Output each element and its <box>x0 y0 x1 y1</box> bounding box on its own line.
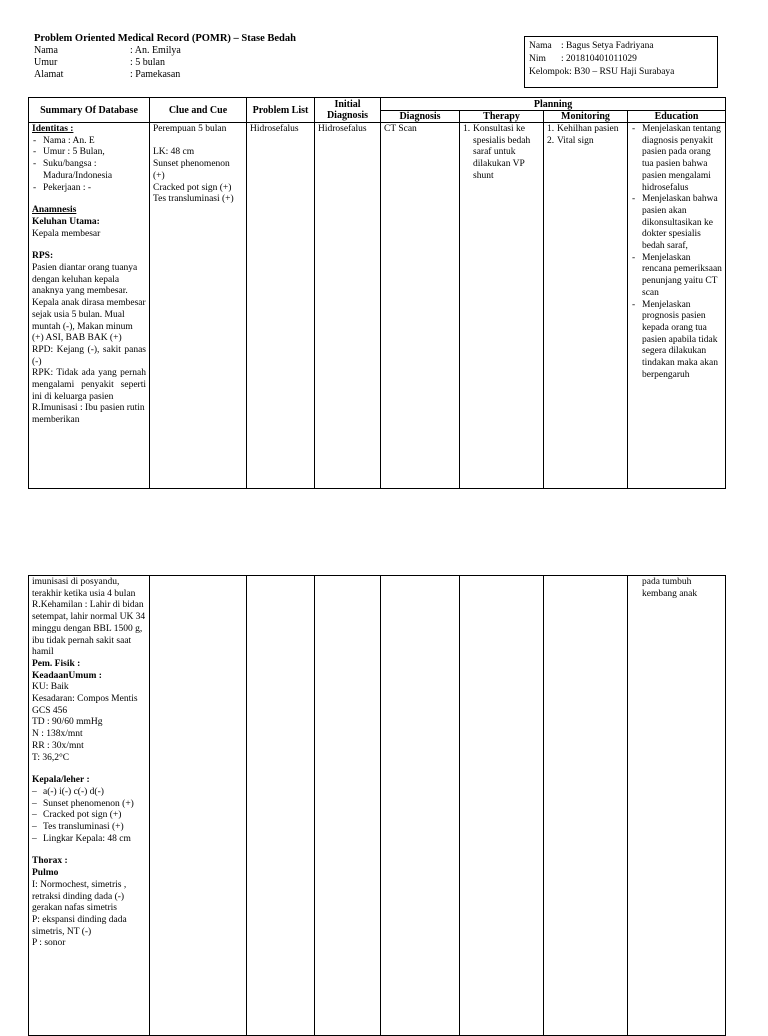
keluhan-title: Keluhan Utama: <box>32 216 100 227</box>
education-item: - Menjelaskan tentang diagnosis penyakit pasien pada orang tua pasien bahwa pasien mengalami hidrosefalus <box>631 124 722 194</box>
summary-cell-continued <box>29 576 150 1036</box>
identitas-item: - Umur : 5 Bulan, <box>32 147 146 159</box>
patient-name-label: Nama <box>34 45 58 56</box>
therapy-cell-continued <box>460 576 544 1036</box>
patient-info <box>34 45 181 81</box>
document-title: Problem Oriented Medical Record (POMR) – Stase Bedah <box>34 33 296 44</box>
kepala-leher-list <box>32 787 146 846</box>
student-name-row <box>529 40 713 53</box>
student-info-box <box>524 36 718 88</box>
header-monitoring: Monitoring <box>544 111 628 123</box>
problem-list-cell-continued <box>247 576 315 1036</box>
pomr-table-page-2 <box>28 575 726 1036</box>
kepala-leher-title: Kepala/leher : <box>32 775 90 786</box>
therapy-item-text: Konsultasi ke spesialis bedah saraf untuk dilakukan VP shunt <box>473 124 531 181</box>
student-name-label: Nama <box>529 41 552 51</box>
summary-cell <box>29 123 150 489</box>
identitas-item: - Suku/bangsa : Madura/Indonesia <box>32 159 146 182</box>
monitoring-item-text: Vital sign <box>557 135 594 146</box>
keluhan-text: Kepala membesar <box>32 228 101 239</box>
kepala-item: – Tes transluminasi (+) <box>32 822 146 834</box>
patient-address-row <box>34 69 181 81</box>
education-cell-continued: pada tumbuh kembang anak <box>628 576 726 1036</box>
header-education: Education <box>628 111 726 123</box>
therapy-item-number: 1. <box>463 124 471 134</box>
education-list <box>631 124 722 381</box>
pulmo-title: Pulmo <box>32 868 59 879</box>
rpd-text: RPD: Kejang (-), sakit panas (-) <box>32 344 146 367</box>
student-name-value: : Bagus Setya Fadriyana <box>561 41 654 51</box>
clue-cell: Perempuan 5 bulan LK: 48 cm Sunset phenomenon (+) Cracked pot sign (+) Tes transluminasi (+) <box>150 123 247 489</box>
identitas-item: - Nama : An. E <box>32 136 146 148</box>
kepala-item: – Lingkar Kepala: 48 cm <box>32 834 146 846</box>
identitas-list <box>32 136 146 195</box>
imunisasi-text: imunisasi di posyandu, terakhir ketika usia 4 bulan <box>32 577 136 599</box>
monitoring-item-number: 2. <box>547 135 555 146</box>
diagnosis-cell-continued <box>381 576 460 1036</box>
thorax-title: Thorax : <box>32 856 68 867</box>
header-diagnosis: Diagnosis <box>381 111 460 123</box>
monitoring-item-number: 1. <box>547 124 555 134</box>
student-group-label: Kelompok <box>529 67 570 77</box>
student-group-value: : B30 – RSU Haji Surabaya <box>569 67 675 77</box>
initial-diagnosis-cell: Hidrosefalus <box>315 123 381 489</box>
diagnosis-cell: CT Scan <box>381 123 460 489</box>
clue-cell-continued <box>150 576 247 1036</box>
header-therapy: Therapy <box>460 111 544 123</box>
therapy-list <box>463 124 540 183</box>
header-summary: Summary Of Database <box>29 98 150 123</box>
patient-age-value: : 5 bulan <box>130 57 165 68</box>
education-item: - Menjelaskan rencana pemeriksaan penunjang yaitu CT scan <box>631 253 722 300</box>
identitas-title: Identitas : <box>32 124 74 134</box>
header-problem-list: Problem List <box>247 98 315 123</box>
education-item: - Menjelaskan bahwa pasien akan dikonsultasikan ke dokter spesialis bedah saraf, <box>631 194 722 253</box>
initial-diagnosis-cell-continued <box>315 576 381 1036</box>
monitoring-cell <box>544 123 628 489</box>
anamnesis-title: Anamnesis <box>32 205 77 216</box>
student-nim-row <box>529 53 713 66</box>
education-item: - Menjelaskan prognosis pasien kepada orang tua pasien apabila tidak segera dilakukan tindakan maka akan berpengaruh <box>631 300 722 382</box>
pomr-table-page-1 <box>28 97 726 489</box>
education-cell <box>628 123 726 489</box>
patient-age-row <box>34 57 181 69</box>
monitoring-item <box>547 124 624 136</box>
student-nim-value: : 201810401011029 <box>561 54 637 64</box>
monitoring-list <box>547 124 624 147</box>
kepala-item: – Cracked pot sign (+) <box>32 810 146 822</box>
patient-age-label: Umur <box>34 57 58 68</box>
patient-name-value: : An. Emilya <box>130 45 181 56</box>
header-planning: Planning <box>381 98 726 111</box>
kehamilan-text: R.Kehamilan : Lahir di bidan setempat, lahir normal UK 34 minggu dengan BBL 1500 g, ibu tidak pernah sakit saat hamil <box>32 600 146 658</box>
student-nim-label: Nim <box>529 54 546 64</box>
pemfisik-title: Pem. Fisik : <box>32 658 81 669</box>
pulmo-text: I: Normochest, simetris , retraksi dinding dada (-) gerakan nafas simetris P: ekspansi dinding dada simetris, NT (-) P : sonor <box>32 879 127 949</box>
monitoring-item <box>547 136 624 148</box>
kepala-item: – Sunset phenomenon (+) <box>32 799 146 811</box>
monitoring-cell-continued <box>544 576 628 1036</box>
rps-text: Pasien diantar orang tuanya dengan keluhan kepala anaknya yang membesar. Kepala anak dirasa membesar sejak usia 5 bulan. Mual muntah (-), Makan minum (+) ASI, BAB BAK (+) <box>32 263 146 344</box>
keadaan-umum-title: KeadaanUmum : <box>32 670 102 681</box>
rpk-text: RPK: Tidak ada yang pernah mengalami penyakit seperti ini di keluarga pasien <box>32 368 146 402</box>
student-group-row <box>529 66 713 79</box>
patient-address-value: : Pamekasan <box>130 69 181 80</box>
header-clue: Clue and Cue <box>150 98 247 123</box>
patient-name-row <box>34 45 181 57</box>
patient-address-label: Alamat <box>34 69 64 80</box>
monitoring-item-text: Kehilhan pasien <box>557 124 619 134</box>
header-initial-diagnosis: Initial Diagnosis <box>315 98 381 123</box>
problem-list-cell: Hidrosefalus <box>247 123 315 489</box>
kepala-item: – a(-) i(-) c(-) d(-) <box>32 787 146 799</box>
identitas-item: - Pekerjaan : - <box>32 183 146 195</box>
therapy-cell <box>460 123 544 489</box>
rps-title: RPS: <box>32 251 54 262</box>
rimunisasi-text: R.Imunisasi : Ibu pasien rutin memberikan <box>32 403 145 426</box>
vitals-text: KU: Baik Kesadaran: Compos Mentis GCS 456 TD : 90/60 mmHg N : 138x/mnt RR : 30x/mnt T: 36,2°C <box>32 682 138 763</box>
therapy-item <box>463 124 540 183</box>
